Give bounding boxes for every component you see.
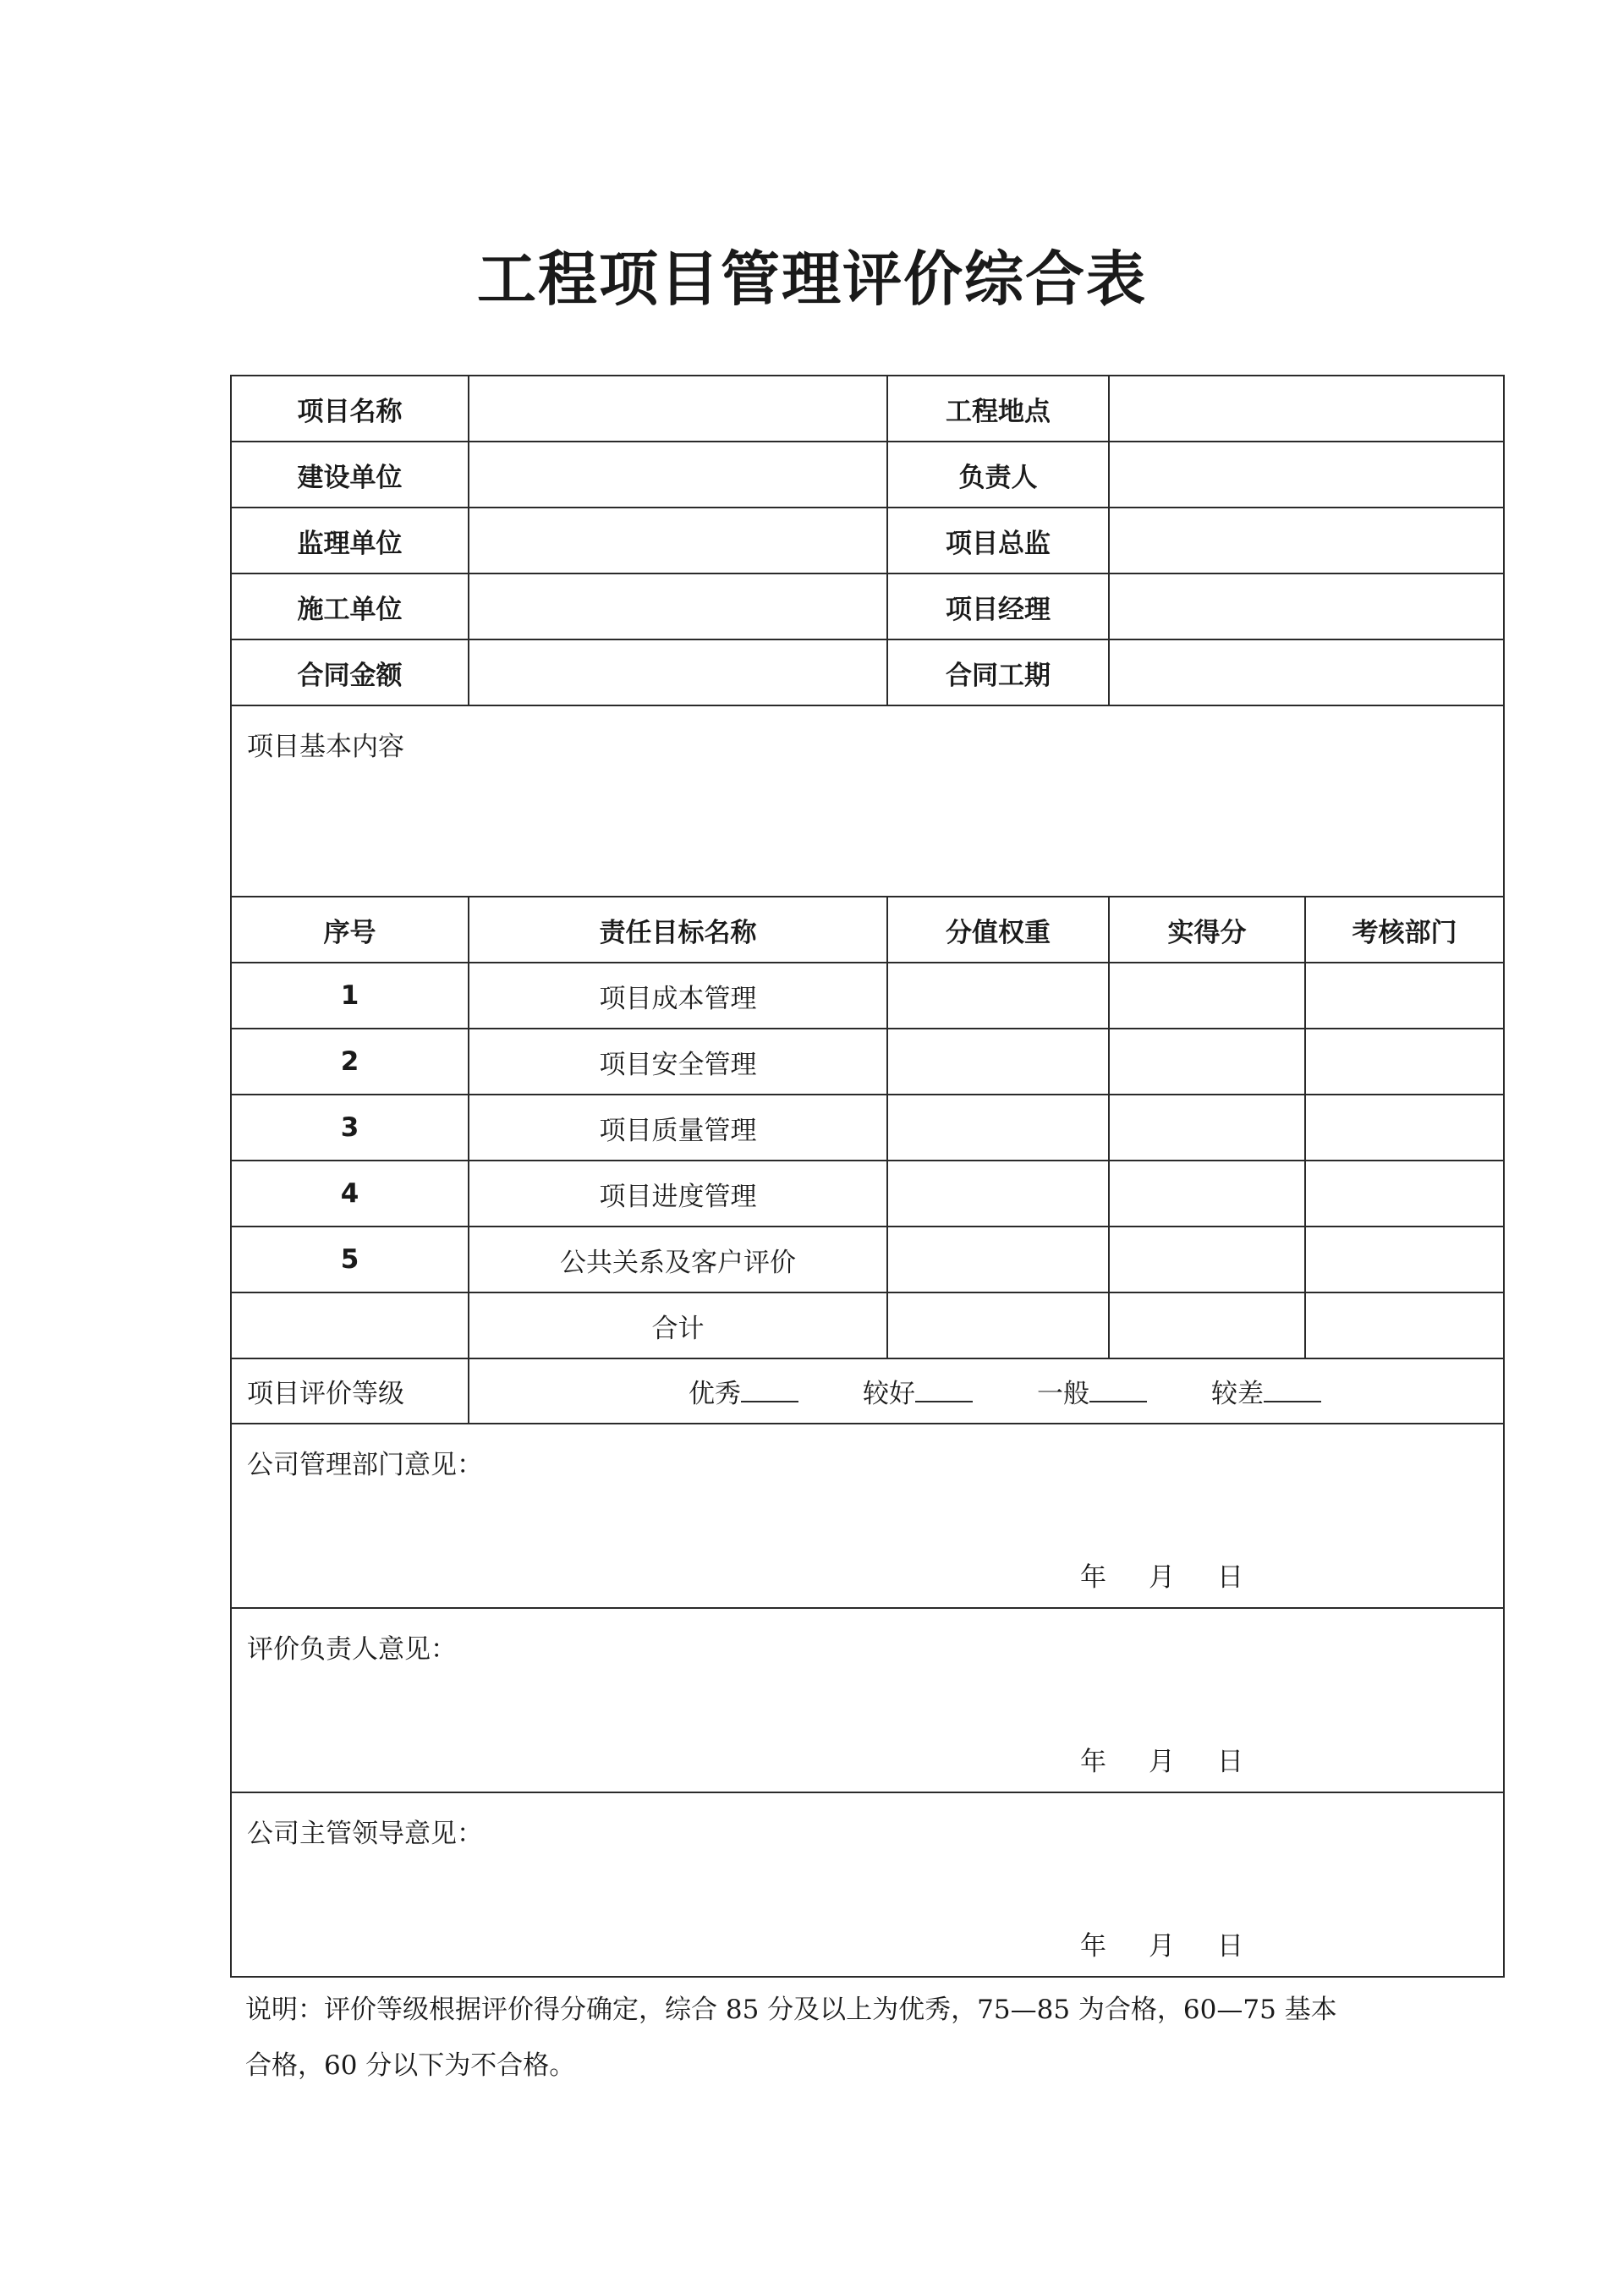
date-day: 日 — [1217, 1931, 1243, 1962]
weight-field[interactable] — [887, 1227, 1109, 1292]
date-year: 年 — [1080, 1562, 1106, 1593]
leader-opinion-field[interactable] — [231, 1792, 1504, 1977]
total-label: 合计 — [469, 1292, 887, 1358]
footnote-line: 说明：评价等级根据评价得分确定，综合 85 分及以上为优秀，75—85 为合格，60—75 基本 — [245, 1995, 1337, 2025]
grade-option-average — [1037, 1372, 1147, 1410]
column-header: 分值权重 — [887, 897, 1109, 963]
score-field[interactable] — [1109, 963, 1305, 1029]
opinion-row — [231, 1608, 1504, 1792]
total-score-field[interactable] — [1109, 1292, 1305, 1358]
info-label: 负责人 — [887, 442, 1109, 508]
grade-option-excellent — [689, 1372, 798, 1410]
opinion-label: 公司主管领导意见： — [247, 1819, 483, 1849]
date-line — [1080, 1740, 1286, 1778]
info-label: 项目经理 — [887, 574, 1109, 639]
date-line — [1080, 1556, 1286, 1594]
table-row — [231, 1227, 1504, 1292]
info-label: 施工单位 — [231, 574, 469, 639]
info-value-field[interactable] — [1109, 442, 1504, 508]
info-row — [231, 639, 1504, 705]
row-number: 3 — [231, 1095, 469, 1161]
info-value-field[interactable] — [469, 639, 887, 705]
total-row — [231, 1292, 1504, 1358]
grade-option-poor — [1211, 1372, 1321, 1410]
footnote-line: 合格，60 分以下为不合格。 — [245, 2050, 576, 2081]
department-field[interactable] — [1305, 1227, 1504, 1292]
info-value-field[interactable] — [469, 574, 887, 639]
grade-options — [469, 1358, 1504, 1424]
score-field[interactable] — [1109, 1161, 1305, 1227]
total-empty-cell — [231, 1292, 469, 1358]
score-field[interactable] — [1109, 1227, 1305, 1292]
date-day: 日 — [1217, 1562, 1243, 1593]
basic-content-label: 项目基本内容 — [247, 732, 404, 762]
total-department-field[interactable] — [1305, 1292, 1504, 1358]
footnote — [245, 1982, 1429, 2094]
opinion-row — [231, 1424, 1504, 1608]
target-name: 公共关系及客户评价 — [469, 1227, 887, 1292]
weight-field[interactable] — [887, 1029, 1109, 1095]
grade-blank-field[interactable] — [1089, 1377, 1147, 1402]
grade-option-label: 较差 — [1211, 1379, 1264, 1409]
department-field[interactable] — [1305, 1161, 1504, 1227]
date-month: 月 — [1149, 1931, 1175, 1962]
date-line — [1080, 1924, 1286, 1962]
info-label: 建设单位 — [231, 442, 469, 508]
form-title: 工程项目管理评价综合表 — [477, 244, 1147, 314]
department-field[interactable] — [1305, 1029, 1504, 1095]
evaluation-form-table — [230, 375, 1505, 1978]
weight-field[interactable] — [887, 1095, 1109, 1161]
info-value-field[interactable] — [469, 442, 887, 508]
score-field[interactable] — [1109, 1029, 1305, 1095]
info-label: 项目总监 — [887, 508, 1109, 574]
opinion-row — [231, 1792, 1504, 1977]
info-value-field[interactable] — [469, 508, 887, 574]
target-name: 项目成本管理 — [469, 963, 887, 1029]
grade-blank-field[interactable] — [915, 1377, 973, 1402]
grade-blank-field[interactable] — [1264, 1377, 1321, 1402]
row-number: 1 — [231, 963, 469, 1029]
grade-label: 项目评价等级 — [231, 1358, 469, 1424]
weight-field[interactable] — [887, 963, 1109, 1029]
score-field[interactable] — [1109, 1095, 1305, 1161]
date-month: 月 — [1149, 1562, 1175, 1593]
table-row — [231, 1095, 1504, 1161]
info-label: 项目名称 — [231, 376, 469, 442]
table-row — [231, 963, 1504, 1029]
grade-row — [231, 1358, 1504, 1424]
date-month: 月 — [1149, 1747, 1175, 1777]
basic-content-field[interactable] — [231, 705, 1504, 897]
grade-option-label: 一般 — [1037, 1379, 1089, 1409]
weight-field[interactable] — [887, 1161, 1109, 1227]
row-number: 5 — [231, 1227, 469, 1292]
table-row — [231, 1029, 1504, 1095]
grade-option-good — [863, 1372, 973, 1410]
evaluator-opinion-field[interactable] — [231, 1608, 1504, 1792]
total-weight-field[interactable] — [887, 1292, 1109, 1358]
info-row — [231, 508, 1504, 574]
opinion-label: 公司管理部门意见： — [247, 1450, 483, 1480]
column-header: 序号 — [231, 897, 469, 963]
target-name: 项目进度管理 — [469, 1161, 887, 1227]
department-field[interactable] — [1305, 1095, 1504, 1161]
info-row — [231, 376, 1504, 442]
info-value-field[interactable] — [1109, 376, 1504, 442]
table-row — [231, 1161, 1504, 1227]
score-header-row — [231, 897, 1504, 963]
grade-option-label: 较好 — [863, 1379, 915, 1409]
target-name: 项目安全管理 — [469, 1029, 887, 1095]
info-value-field[interactable] — [1109, 639, 1504, 705]
date-year: 年 — [1080, 1747, 1106, 1777]
management-opinion-field[interactable] — [231, 1424, 1504, 1608]
target-name: 项目质量管理 — [469, 1095, 887, 1161]
row-number: 2 — [231, 1029, 469, 1095]
grade-option-label: 优秀 — [689, 1379, 741, 1409]
info-label: 合同金额 — [231, 639, 469, 705]
info-value-field[interactable] — [1109, 574, 1504, 639]
info-row — [231, 574, 1504, 639]
opinion-label: 评价负责人意见： — [247, 1634, 457, 1665]
basic-content-row — [231, 705, 1504, 897]
info-label: 工程地点 — [887, 376, 1109, 442]
info-value-field[interactable] — [469, 376, 887, 442]
date-day: 日 — [1217, 1747, 1243, 1777]
info-label: 监理单位 — [231, 508, 469, 574]
date-year: 年 — [1080, 1931, 1106, 1962]
department-field[interactable] — [1305, 963, 1504, 1029]
row-number: 4 — [231, 1161, 469, 1227]
column-header: 责任目标名称 — [469, 897, 887, 963]
info-value-field[interactable] — [1109, 508, 1504, 574]
grade-blank-field[interactable] — [741, 1377, 798, 1402]
info-row — [231, 442, 1504, 508]
info-label: 合同工期 — [887, 639, 1109, 705]
column-header: 考核部门 — [1305, 897, 1504, 963]
column-header: 实得分 — [1109, 897, 1305, 963]
